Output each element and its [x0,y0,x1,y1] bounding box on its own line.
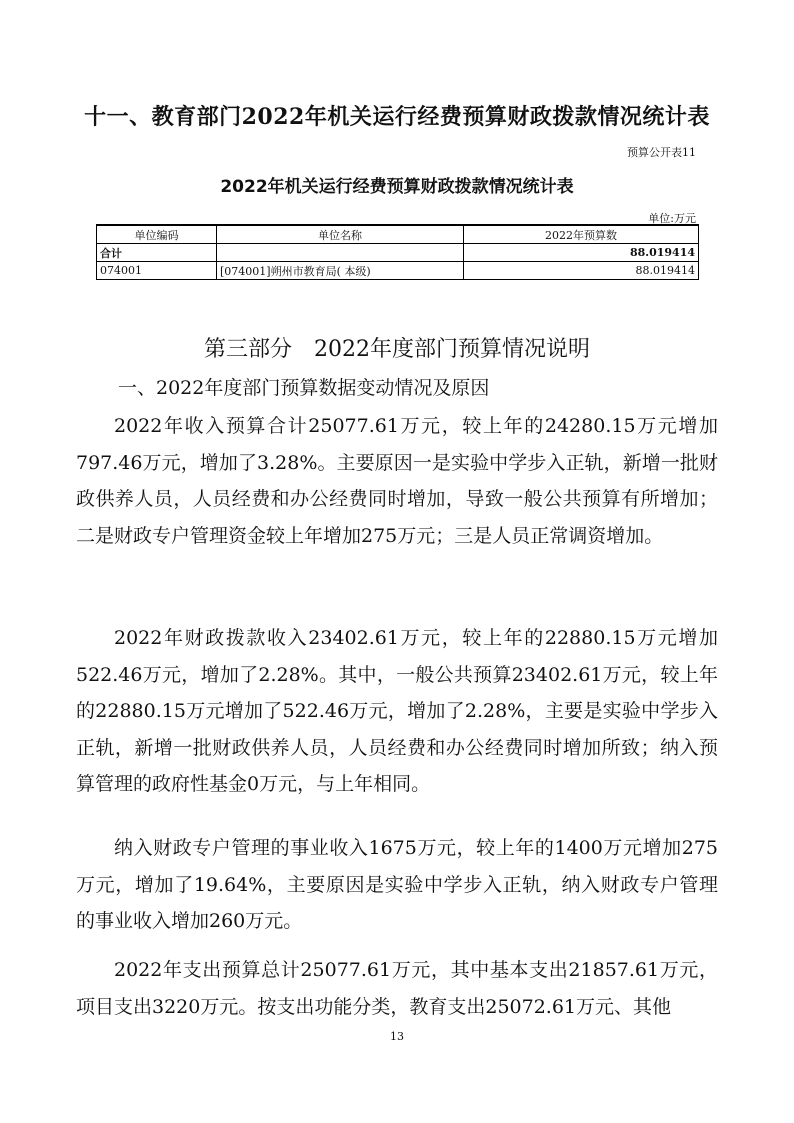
total-name [217,244,464,262]
table-total-row [97,244,699,262]
sub-heading: 一、2022年度部门预算数据变动情况及原因 [118,377,490,399]
form-code: 预算公开表11 [627,146,696,159]
row-amount: 88.019414 [464,262,699,280]
row-unit-name: [074001]朔州市教育局( 本级) [217,262,464,280]
table-row [97,262,699,280]
section-heading: 十一、教育部门2022年机关运行经费预算财政拨款情况统计表 [84,104,710,130]
unit-label: 单位:万元 [648,212,696,225]
budget-table [96,224,699,280]
paragraph-expenditure-budget: 2022年支出预算总计25077.61万元，其中基本支出21857.61万元，项目支出3220万元。按支出功能分类，教育支出25072.61万元、其他 [76,959,718,1018]
table-header-row [97,225,699,244]
paragraph-income-budget: 2022年收入预算合计25077.61万元，较上年的24280.15万元增加797.46万元，增加了3.28%。主要原因一是实验中学步入正轨，新增一批财政供养人员，人员经费和办公经费同时增加，导致一般公共预算有所增加；二是财政专户管理资金较上年增加275万元；三是人员正常调资增加。 [76,415,718,547]
paragraph-special-account-income: 纳入财政专户管理的事业收入1675万元，较上年的1400万元增加275万元，增加了19.64%，主要原因是实验中学步入正轨，纳入财政专户管理的事业收入增加260万元。 [76,837,718,932]
total-label: 合计 [97,244,217,262]
header-budget-amount: 2022年预算数 [464,225,699,244]
table-title: 2022年机关运行经费预算财政拨款情况统计表 [220,177,574,197]
total-amount: 88.019414 [464,244,699,262]
page-number: 13 [390,1030,404,1043]
part-title: 第三部分 2022年度部门预算情况说明 [204,337,590,362]
row-unit-code: 074001 [97,262,217,280]
paragraph-fiscal-appropriation: 2022年财政拨款收入23402.61万元，较上年的22880.15万元增加522.46万元，增加了2.28%。其中，一般公共预算23402.61万元，较上年的22880.15万元增加了522.46万元，增加了2.28%，主要是实验中学步入正轨，新增一批财政供养人员，人员经费和办公经费同时增加所致；纳入预算管理的政府性基金0万元，与上年相同。 [76,627,718,795]
header-unit-name: 单位名称 [217,225,464,244]
header-unit-code: 单位编码 [97,225,217,244]
